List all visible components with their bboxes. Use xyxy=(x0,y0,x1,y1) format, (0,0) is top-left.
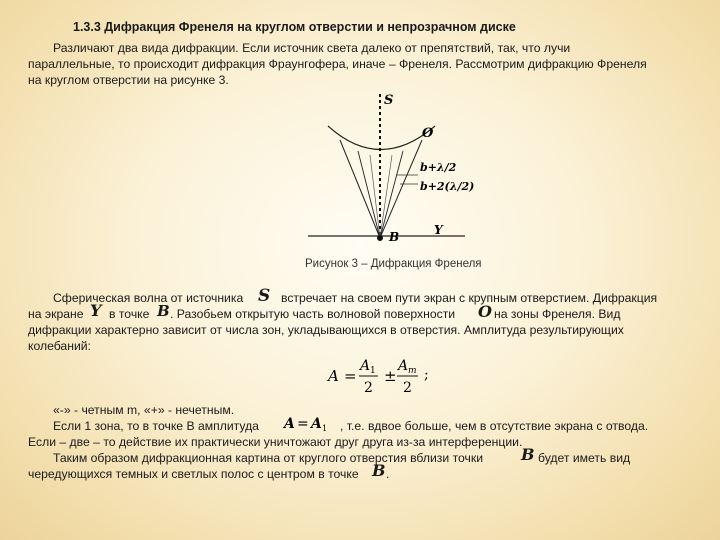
svg-text:A: A xyxy=(398,358,409,374)
para3-line2a: Если 1 зона, то в точке B амплитуда xyxy=(53,419,259,433)
para2-line4: колебаний: xyxy=(28,339,91,353)
para2-line2c: . Разобьем открытую часть волновой поверхности xyxy=(170,307,456,321)
label-zone2: b+2(λ/2) xyxy=(420,180,475,193)
para3-line3: Если – две – то действие их практически уничтожают друг друга из-за интерференции. xyxy=(28,435,523,449)
label-y: Y xyxy=(434,223,443,237)
svg-text:2: 2 xyxy=(364,380,373,396)
svg-text:A: A xyxy=(360,358,371,374)
label-b: B xyxy=(389,230,400,244)
symbol-b-2: B xyxy=(521,445,535,464)
intro-line-3: на круглом отверстии на рисунке 3. xyxy=(28,73,229,87)
para3-line2b: , т.е. вдвое больше, чем в отсутствие экрана с отвода. xyxy=(340,419,649,433)
ray-right-mid xyxy=(380,155,392,238)
para2-line1b: встречает на своем пути экран с крупным отверстием. Дифракция xyxy=(281,291,658,305)
para2-line2b: в точке xyxy=(109,307,150,321)
svg-text:=: = xyxy=(297,416,309,432)
svg-text:1: 1 xyxy=(322,424,328,433)
figure-caption: Рисунок 3 – Дифракция Френеля xyxy=(305,258,482,270)
fresnel-diagram xyxy=(300,88,510,248)
symbol-b: B xyxy=(157,302,170,320)
para3-line5a: чередующихся темных и светлых полос с центром в точке xyxy=(28,467,359,481)
svg-text:±: ± xyxy=(384,367,397,385)
svg-text:;: ; xyxy=(424,367,429,383)
label-s: S xyxy=(384,93,394,108)
para3-line1: «-» - четным m, «+» - нечетным. xyxy=(53,403,235,417)
formula-a-eq-a1 xyxy=(282,412,340,434)
svg-text:A: A xyxy=(328,367,339,385)
symbol-s: S xyxy=(258,286,271,306)
para2-line2a: на экране xyxy=(28,307,84,321)
svg-text:1: 1 xyxy=(370,366,376,376)
label-o: O xyxy=(422,126,434,141)
para2-line1a: Сферическая волна от источника xyxy=(53,291,244,305)
svg-text:m: m xyxy=(408,366,417,376)
para3-line4a: Таким образом дифракционная картина от круглого отверстия вблизи точки xyxy=(53,451,484,465)
svg-text:=: = xyxy=(344,367,357,385)
symbol-y: Y xyxy=(90,301,102,320)
svg-text:2: 2 xyxy=(403,380,412,396)
para2-line2d: на зоны Френеля. Вид xyxy=(494,307,621,321)
para3-line4b: будет иметь вид xyxy=(538,451,631,465)
label-zone1: b+λ/2 xyxy=(420,161,457,174)
para2-line3: дифракции характерно зависит от числа зон, укладывающихся в отверстия. Амплитуда результирующих xyxy=(28,323,624,337)
svg-text:A: A xyxy=(311,416,322,432)
page-title: 1.3.3 Дифракция Френеля на круглом отверстии и непрозрачном диске xyxy=(73,20,516,34)
symbol-b-3: B xyxy=(372,461,386,480)
symbol-o: O xyxy=(478,302,492,321)
intro-line-2: параллельные, то происходит дифракция Фраунгофера, иначе – Френеля. Рассмотрим дифракцию Френеля xyxy=(28,57,647,71)
svg-text:A: A xyxy=(284,416,295,432)
point-b xyxy=(377,235,383,241)
intro-line-1: Различают два вида дифракции. Если источник света далеко от препятствий, так, что лучи xyxy=(53,41,571,55)
amplitude-formula xyxy=(322,352,442,400)
para3-line5b: . xyxy=(386,467,390,481)
ray-right-inner xyxy=(380,151,403,238)
ray-right-outer xyxy=(380,140,422,238)
ray-left-inner xyxy=(358,151,380,238)
